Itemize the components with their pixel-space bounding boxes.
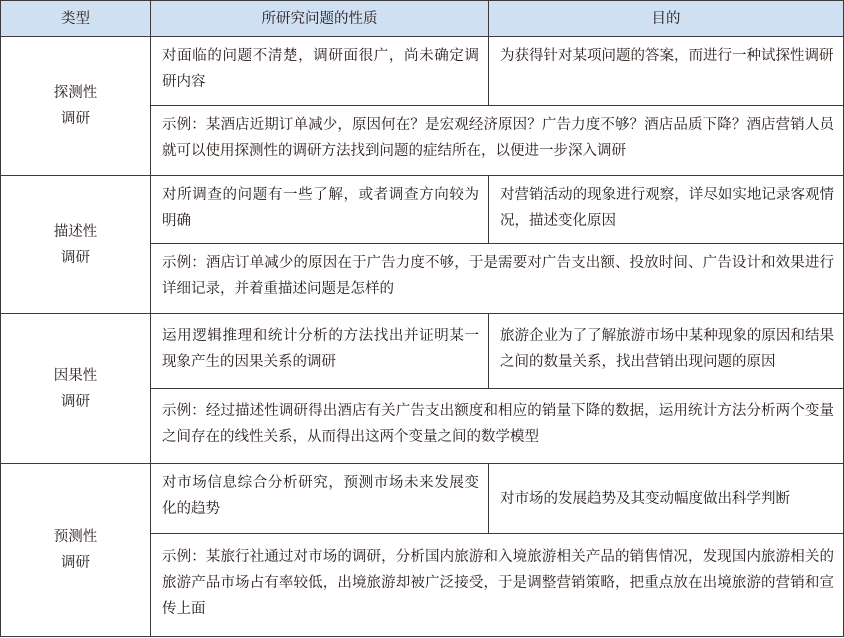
row-category: [1, 37, 150, 175]
example-cell: 示例：酒店订单减少的原因在于广告力度不够，于是需要对广告支出额、投放时间、广告设计和效果进行详细记录，并着重描述问题是怎样的: [162, 255, 834, 297]
nature-cell: 对市场信息综合分析研究，预测市场未来发展变化的趋势: [162, 475, 479, 517]
row-category: [1, 176, 150, 313]
nature-cell: 对面临的问题不清楚，调研面很广，尚未确定调研内容: [162, 48, 479, 90]
row-category: [1, 464, 150, 636]
category-line-2: 调研: [61, 249, 90, 266]
category-line-1: 预测性: [53, 529, 98, 545]
purpose-cell: 为获得针对某项问题的答案，而进行一种试探性调研: [500, 48, 834, 64]
category-line-2: 调研: [61, 393, 90, 410]
header-nature: 所研究问题的性质: [151, 1, 488, 36]
example-cell: 示例：某旅行社通过对市场的调研，分析国内旅游和入境旅游相关产品的销售情况，发现国内旅游相关的旅游产品市场占有率较低，出境旅游却被广泛接受，于是调整营销策略，把重点放在出境旅游的营销和宣传上面: [162, 549, 834, 617]
purpose-cell: 对营销活动的现象进行观察，详尽如实地记录客观情况，描述变化原因: [500, 187, 834, 229]
nature-cell: 对所调查的问题有一些了解，或者调查方向较为明确: [162, 187, 479, 229]
example-cell: 示例：经过描述性调研得出酒店有关广告支出额度和相应的销量下降的数据，运用统计方法分析两个变量之间存在的线性关系，从而得出这两个变量之间的数学模型: [162, 403, 834, 445]
category-line-2: 调研: [61, 555, 90, 571]
row-category: [1, 314, 150, 463]
example-cell: 示例：某酒店近期订单减少，原因何在？是宏观经济原因？广告力度不够？酒店品质下降？酒店营销人员就可以使用探测性的调研方法找到问题的症结所在，以便进一步深入调研: [162, 117, 834, 159]
category-line-1: 因果性: [53, 367, 98, 384]
category-line-1: 描述性: [53, 223, 98, 240]
header-purpose: 目的: [489, 1, 843, 36]
purpose-cell: 对市场的发展趋势及其变动幅度做出科学判断: [500, 490, 790, 507]
category-line-2: 调研: [61, 111, 90, 127]
header-type: 类型: [1, 1, 150, 36]
purpose-cell: 旅游企业为了了解旅游市场中某种现象的原因和结果之间的数量关系，找出营销出现问题的原因: [500, 328, 834, 370]
category-line-1: 探测性: [53, 85, 98, 101]
nature-cell: 运用逻辑推理和统计分析的方法找出并证明某一现象产生的因果关系的调研: [162, 328, 479, 370]
